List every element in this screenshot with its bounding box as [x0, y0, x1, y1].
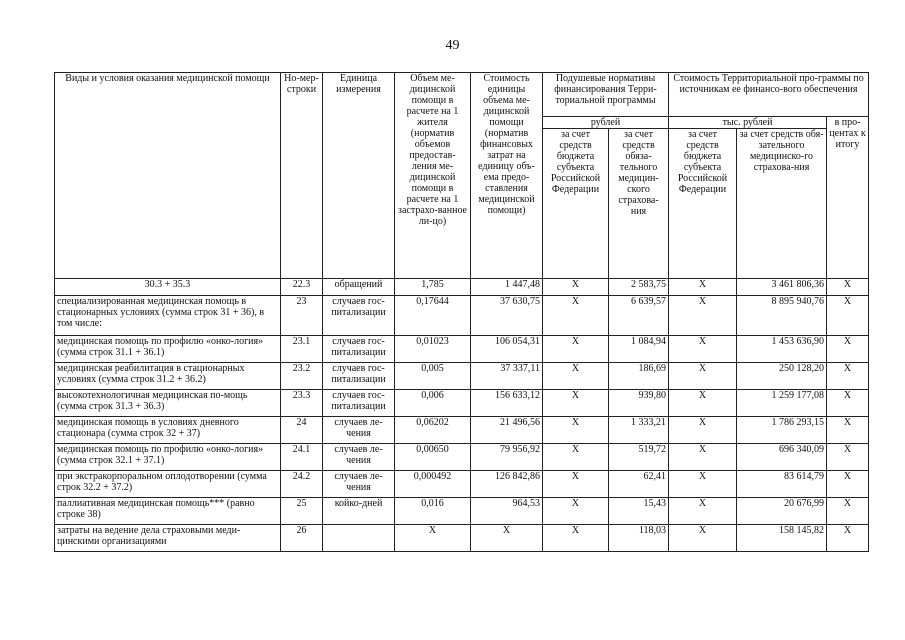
row-tc-oms: 20 676,99 — [737, 498, 827, 525]
row-pc-oms: 1 084,94 — [609, 336, 669, 363]
row-number: 23.2 — [281, 363, 323, 390]
row-tc-percent: X — [827, 296, 869, 336]
table-row — [55, 390, 869, 417]
row-tc-budget: X — [669, 498, 737, 525]
row-pc-oms: 519,72 — [609, 444, 669, 471]
row-volume: 1,785 — [395, 279, 471, 296]
header-per-capita: Подушевые нормативы финансирования Терри-ториальной программы — [543, 73, 669, 117]
row-name: специализированная медицинская помощь в стационарных условиях (сумма строк 31 + 36), в том числе: — [55, 296, 281, 336]
row-volume: 0,06202 — [395, 417, 471, 444]
row-unit: обращений — [323, 279, 395, 296]
page-number: 49 — [445, 38, 460, 53]
row-number: 24 — [281, 417, 323, 444]
row-pc-budget: X — [543, 390, 609, 417]
row-pc-oms: 186,69 — [609, 363, 669, 390]
row-pc-budget: X — [543, 336, 609, 363]
row-tc-budget: X — [669, 363, 737, 390]
row-tc-percent: X — [827, 279, 869, 296]
row-number: 26 — [281, 525, 323, 552]
row-cost: 21 496,56 — [471, 417, 543, 444]
row-volume: 0,17644 — [395, 296, 471, 336]
row-number: 24.2 — [281, 471, 323, 498]
row-tc-oms: 250 128,20 — [737, 363, 827, 390]
row-volume: 0,016 — [395, 498, 471, 525]
row-tc-budget: X — [669, 279, 737, 296]
row-tc-percent: X — [827, 498, 869, 525]
row-tc-percent: X — [827, 417, 869, 444]
row-tc-percent: X — [827, 363, 869, 390]
row-number: 23.3 — [281, 390, 323, 417]
table-row — [55, 363, 869, 390]
row-pc-oms: 6 639,57 — [609, 296, 669, 336]
row-tc-budget: X — [669, 296, 737, 336]
row-name: медицинская помощь по профилю «онко-логия» (сумма строк 32.1 + 37.1) — [55, 444, 281, 471]
row-pc-budget: X — [543, 296, 609, 336]
row-tc-oms: 1 259 177,08 — [737, 390, 827, 417]
row-volume: 0,00650 — [395, 444, 471, 471]
row-pc-budget: X — [543, 498, 609, 525]
row-pc-oms: 939,80 — [609, 390, 669, 417]
row-unit: случаев гос-питализации — [323, 363, 395, 390]
row-unit: случаев ле-чения — [323, 444, 395, 471]
row-unit: случаев гос-питализации — [323, 390, 395, 417]
row-tc-budget: X — [669, 417, 737, 444]
row-tc-percent: X — [827, 336, 869, 363]
row-cost: 156 633,12 — [471, 390, 543, 417]
row-tc-oms: 1 786 293,15 — [737, 417, 827, 444]
header-type: Виды и условия оказания медицинской помощи — [55, 73, 281, 279]
row-pc-oms: 15,43 — [609, 498, 669, 525]
row-name: высокотехнологичная медицинская по-мощь (сумма строк 31.3 + 36.3) — [55, 390, 281, 417]
row-unit: случаев гос-питализации — [323, 336, 395, 363]
header-tc-budget: за счет средств бюджета субъекта Российской Федерации — [669, 129, 737, 279]
header-total-unit: тыс. рублей — [669, 117, 827, 129]
row-unit: случаев ле-чения — [323, 417, 395, 444]
table-row — [55, 279, 869, 296]
row-cost: 79 956,92 — [471, 444, 543, 471]
row-tc-oms: 696 340,09 — [737, 444, 827, 471]
row-cost: 37 630,75 — [471, 296, 543, 336]
row-volume: 0,005 — [395, 363, 471, 390]
row-cost: 37 337,11 — [471, 363, 543, 390]
row-name: при экстракорпоральном оплодотворении (сумма строк 32.2 + 37.2) — [55, 471, 281, 498]
row-name: медицинская помощь по профилю «онко-логия» (сумма строк 31.1 + 36.1) — [55, 336, 281, 363]
row-cost: 964,53 — [471, 498, 543, 525]
row-tc-oms: 158 145,82 — [737, 525, 827, 552]
row-cost: 126 842,86 — [471, 471, 543, 498]
row-tc-budget: X — [669, 390, 737, 417]
table-row — [55, 525, 869, 552]
header-pc-budget: за счет средств бюджета субъекта Российской Федерации — [543, 129, 609, 279]
row-pc-budget: X — [543, 279, 609, 296]
table-row — [55, 417, 869, 444]
header-row-number: Но-мер-строки — [281, 73, 323, 279]
row-name: паллиативная медицинская помощь*** (равно строке 38) — [55, 498, 281, 525]
row-number: 22.3 — [281, 279, 323, 296]
header-pc-oms: за счет средств обяза-тельного медицин-ского страхова-ния — [609, 129, 669, 279]
financing-table — [54, 72, 869, 552]
row-tc-budget: X — [669, 444, 737, 471]
row-cost: X — [471, 525, 543, 552]
row-tc-percent: X — [827, 471, 869, 498]
row-name: 30.3 + 35.3 — [55, 279, 281, 296]
table-row — [55, 471, 869, 498]
row-tc-percent: X — [827, 444, 869, 471]
row-volume: 0,000492 — [395, 471, 471, 498]
row-pc-oms: 2 583,75 — [609, 279, 669, 296]
row-tc-oms: 83 614,79 — [737, 471, 827, 498]
row-number: 23 — [281, 296, 323, 336]
header-tc-oms: за счет средств обя-зательного медицинско-го страхова-ния — [737, 129, 827, 279]
row-pc-oms: 118,03 — [609, 525, 669, 552]
header-per-capita-unit: рублей — [543, 117, 669, 129]
header-unit: Единица измерения — [323, 73, 395, 279]
row-pc-oms: 62,41 — [609, 471, 669, 498]
row-number: 25 — [281, 498, 323, 525]
row-pc-budget: X — [543, 363, 609, 390]
row-tc-oms: 8 895 940,76 — [737, 296, 827, 336]
header-volume: Объем ме-дицинской помощи в расчете на 1 жителя (норматив объемов предостав-ления ме-дицинской помощи в расчете на 1 застрахо-ванное ли-цо) — [395, 73, 471, 279]
row-pc-budget: X — [543, 444, 609, 471]
row-name: медицинская помощь в условиях дневного стационара (сумма строк 32 + 37) — [55, 417, 281, 444]
row-tc-budget: X — [669, 525, 737, 552]
table-row — [55, 296, 869, 336]
row-pc-budget: X — [543, 525, 609, 552]
header-tc-percent: в про-центах к итогу — [827, 117, 869, 279]
row-tc-budget: X — [669, 471, 737, 498]
row-name: медицинская реабилитация в стационарных условиях (сумма строк 31.2 + 36.2) — [55, 363, 281, 390]
row-pc-budget: X — [543, 471, 609, 498]
row-tc-percent: X — [827, 390, 869, 417]
row-tc-oms: 3 461 806,36 — [737, 279, 827, 296]
row-pc-budget: X — [543, 417, 609, 444]
row-unit: койко-дней — [323, 498, 395, 525]
row-unit — [323, 525, 395, 552]
row-unit: случаев гос-питализации — [323, 296, 395, 336]
table-row — [55, 444, 869, 471]
row-volume: 0,01023 — [395, 336, 471, 363]
row-volume: X — [395, 525, 471, 552]
row-name: затраты на ведение дела страховыми меди-цинскими организациями — [55, 525, 281, 552]
table-row — [55, 336, 869, 363]
row-tc-oms: 1 453 636,90 — [737, 336, 827, 363]
row-number: 23.1 — [281, 336, 323, 363]
row-number: 24.1 — [281, 444, 323, 471]
row-volume: 0,006 — [395, 390, 471, 417]
row-pc-oms: 1 333,21 — [609, 417, 669, 444]
table-row — [55, 498, 869, 525]
row-tc-budget: X — [669, 336, 737, 363]
row-unit: случаев ле-чения — [323, 471, 395, 498]
header-total-cost: Стоимость Территориальной про-граммы по источникам ее финансо-вого обеспечения — [669, 73, 869, 117]
row-cost: 1 447,48 — [471, 279, 543, 296]
row-tc-percent: X — [827, 525, 869, 552]
row-cost: 106 054,31 — [471, 336, 543, 363]
header-cost: Стоимость единицы объема ме-дицинской помощи (норматив финансовых затрат на единицу объ-ема предо-ставления медицинской помощи) — [471, 73, 543, 279]
